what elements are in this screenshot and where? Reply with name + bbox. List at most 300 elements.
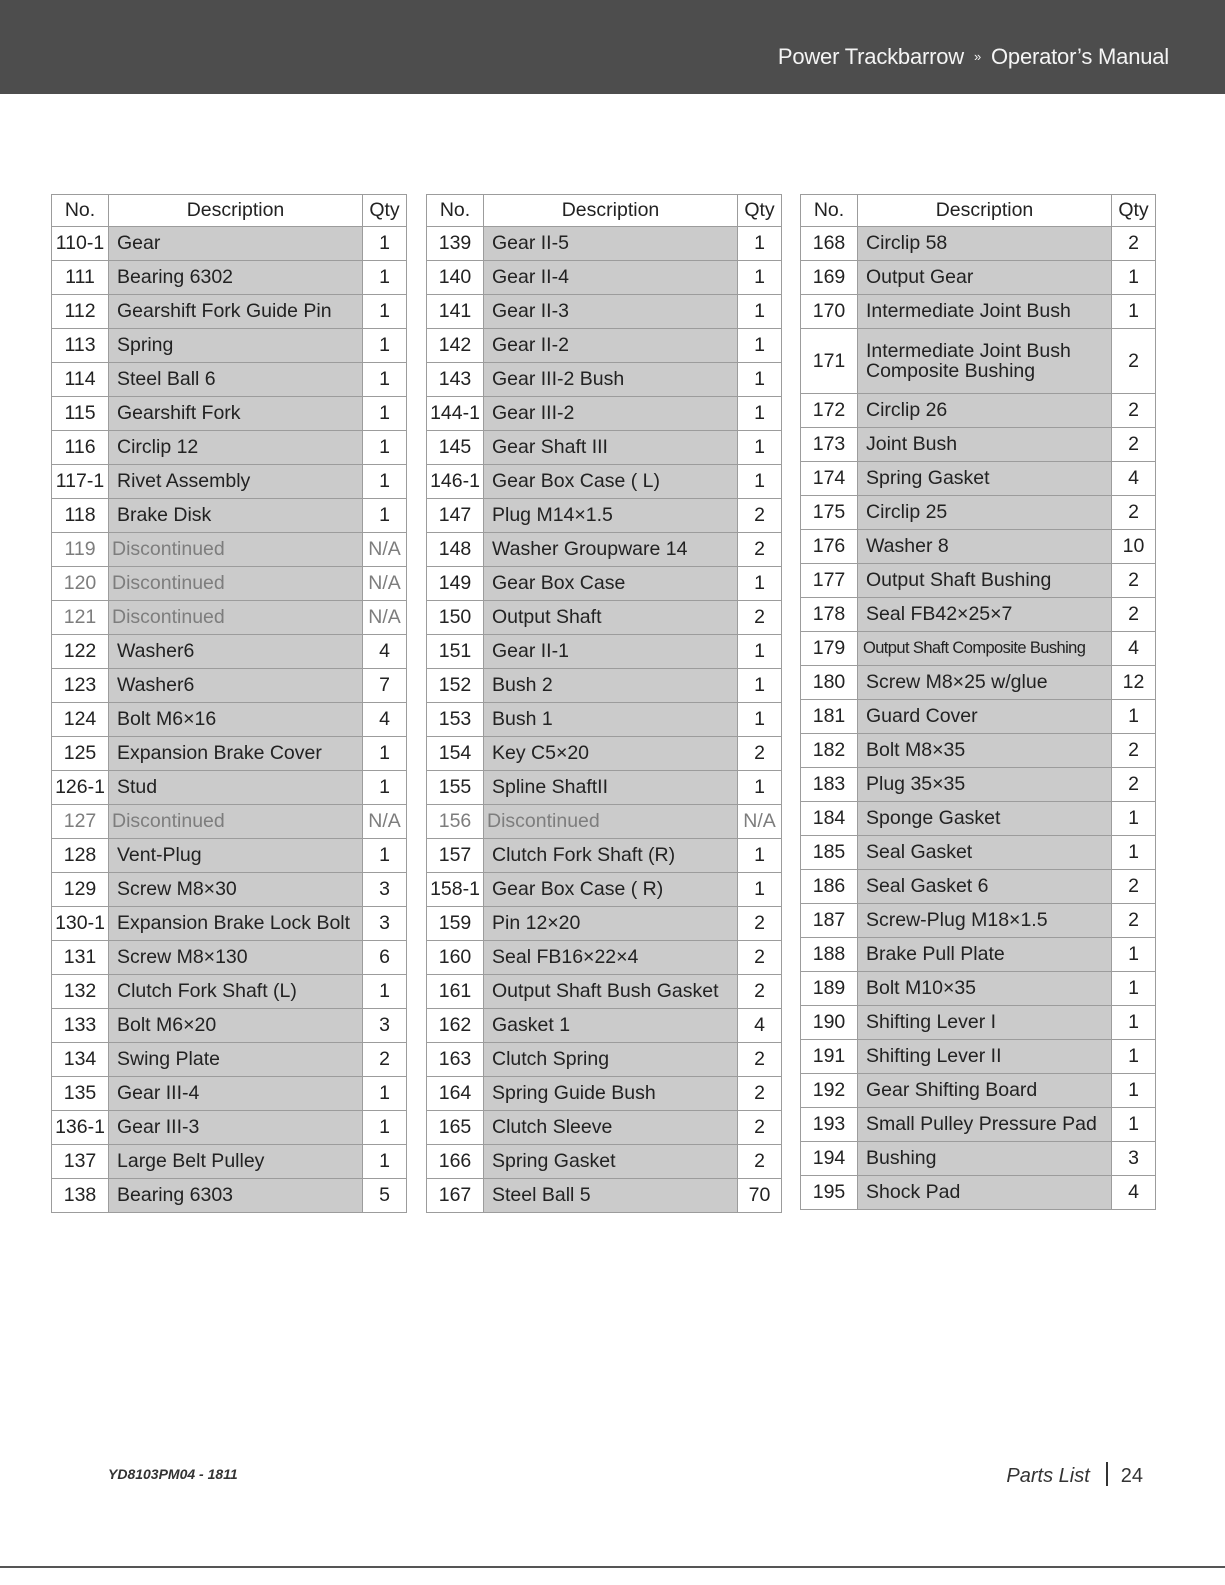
part-number-cell: 124 <box>52 703 109 737</box>
table-row <box>52 669 407 703</box>
table-row <box>52 1179 407 1213</box>
part-number-cell: 142 <box>427 329 484 363</box>
part-description-cell: Seal FB16×22×4 <box>484 941 738 975</box>
part-description-cell: Gear Shaft III <box>484 431 738 465</box>
part-qty-cell: 1 <box>363 839 407 873</box>
page-footer <box>1006 1462 1143 1488</box>
part-description-cell: Bush 2 <box>484 669 738 703</box>
part-qty-cell: 4 <box>363 703 407 737</box>
part-description-cell: Swing Plate <box>109 1043 363 1077</box>
table-row <box>801 734 1156 768</box>
part-description-cell: Discontinued <box>109 567 363 601</box>
part-description-cell: Clutch Fork Shaft (R) <box>484 839 738 873</box>
table-row <box>427 465 782 499</box>
table-row <box>427 499 782 533</box>
table-row <box>801 972 1156 1006</box>
table-row <box>52 1077 407 1111</box>
table-row <box>801 1040 1156 1074</box>
part-description-cell: Washer6 <box>109 635 363 669</box>
part-qty-cell: 1 <box>738 465 782 499</box>
page-header <box>0 0 1225 94</box>
table-row <box>801 1142 1156 1176</box>
part-number-cell: 133 <box>52 1009 109 1043</box>
table-row <box>427 601 782 635</box>
table-row <box>52 499 407 533</box>
table-header-row <box>801 195 1156 227</box>
part-description-cell: Vent-Plug <box>109 839 363 873</box>
table-row <box>52 465 407 499</box>
part-number-cell: 141 <box>427 295 484 329</box>
part-description-cell: Gear III-2 Bush <box>484 363 738 397</box>
part-description-cell: Large Belt Pulley <box>109 1145 363 1179</box>
table-header-row <box>52 195 407 227</box>
table-row <box>427 227 782 261</box>
part-number-cell: 118 <box>52 499 109 533</box>
part-number-cell: 169 <box>801 261 858 295</box>
part-qty-cell: 1 <box>363 975 407 1009</box>
table-row <box>801 700 1156 734</box>
part-qty-cell: 1 <box>363 465 407 499</box>
part-description-cell: Rivet Assembly <box>109 465 363 499</box>
part-number-cell: 117-1 <box>52 465 109 499</box>
part-number-cell: 187 <box>801 904 858 938</box>
part-qty-cell: 1 <box>363 363 407 397</box>
table-row <box>801 530 1156 564</box>
part-number-cell: 181 <box>801 700 858 734</box>
table-row <box>427 635 782 669</box>
part-number-cell: 140 <box>427 261 484 295</box>
part-description-cell: Circlip 12 <box>109 431 363 465</box>
part-description-cell: Output Shaft Bush Gasket <box>484 975 738 1009</box>
part-description-cell: Output Shaft <box>484 601 738 635</box>
part-number-cell: 174 <box>801 462 858 496</box>
part-qty-cell: 1 <box>738 363 782 397</box>
table-row <box>52 261 407 295</box>
part-qty-cell: 2 <box>1112 496 1156 530</box>
part-description-cell: Clutch Sleeve <box>484 1111 738 1145</box>
breadcrumb-separator: » <box>973 49 981 64</box>
column-header-description: Description <box>858 195 1112 227</box>
part-number-cell: 176 <box>801 530 858 564</box>
table-row <box>801 1176 1156 1210</box>
part-number-cell: 163 <box>427 1043 484 1077</box>
table-row <box>427 567 782 601</box>
part-number-cell: 126-1 <box>52 771 109 805</box>
column-header-description: Description <box>109 195 363 227</box>
table-row <box>801 1108 1156 1142</box>
part-description-cell: Gear II-1 <box>484 635 738 669</box>
table-row <box>52 873 407 907</box>
table-row <box>427 975 782 1009</box>
table-row <box>801 666 1156 700</box>
part-number-cell: 148 <box>427 533 484 567</box>
part-description-cell: Steel Ball 5 <box>484 1179 738 1213</box>
part-number-cell: 164 <box>427 1077 484 1111</box>
part-description-cell: Gear Box Case <box>484 567 738 601</box>
part-number-cell: 160 <box>427 941 484 975</box>
header-title <box>778 44 1169 70</box>
parts-table-3 <box>800 194 1156 1210</box>
part-qty-cell: N/A <box>363 805 407 839</box>
part-qty-cell: 1 <box>1112 802 1156 836</box>
part-number-cell: 129 <box>52 873 109 907</box>
part-qty-cell: N/A <box>363 601 407 635</box>
part-qty-cell: 2 <box>363 1043 407 1077</box>
part-qty-cell: N/A <box>363 533 407 567</box>
part-description-cell: Washer Groupware 14 <box>484 533 738 567</box>
table-row <box>52 295 407 329</box>
part-number-cell: 116 <box>52 431 109 465</box>
part-description-cell: Plug M14×1.5 <box>484 499 738 533</box>
table-row <box>427 1145 782 1179</box>
part-qty-cell: 1 <box>1112 1074 1156 1108</box>
part-qty-cell: 1 <box>738 397 782 431</box>
part-description-cell: Discontinued <box>109 805 363 839</box>
table-row <box>427 329 782 363</box>
table-row <box>52 703 407 737</box>
part-number-cell: 139 <box>427 227 484 261</box>
part-number-cell: 145 <box>427 431 484 465</box>
table-row <box>427 941 782 975</box>
part-number-cell: 119 <box>52 533 109 567</box>
part-description-cell: Joint Bush <box>858 428 1112 462</box>
part-qty-cell: 1 <box>1112 1040 1156 1074</box>
part-number-cell: 178 <box>801 598 858 632</box>
table-row <box>427 737 782 771</box>
part-number-cell: 146-1 <box>427 465 484 499</box>
part-number-cell: 151 <box>427 635 484 669</box>
part-number-cell: 113 <box>52 329 109 363</box>
part-number-cell: 134 <box>52 1043 109 1077</box>
part-number-cell: 149 <box>427 567 484 601</box>
part-qty-cell: 1 <box>363 499 407 533</box>
part-qty-cell: 1 <box>738 771 782 805</box>
part-number-cell: 147 <box>427 499 484 533</box>
footer-divider <box>1106 1462 1108 1486</box>
part-qty-cell: 4 <box>1112 632 1156 666</box>
part-description-cell: Circlip 26 <box>858 394 1112 428</box>
column-header-description: Description <box>484 195 738 227</box>
part-description-cell: Expansion Brake Cover <box>109 737 363 771</box>
part-description-cell: Gear III-2 <box>484 397 738 431</box>
table-row <box>52 397 407 431</box>
column-header-no: No. <box>427 195 484 227</box>
part-description-cell: Spring Gasket <box>858 462 1112 496</box>
part-description-cell: Spring <box>109 329 363 363</box>
part-description-cell: Seal Gasket <box>858 836 1112 870</box>
part-description-cell: Circlip 58 <box>858 227 1112 261</box>
part-qty-cell: 1 <box>363 1111 407 1145</box>
table-row <box>52 805 407 839</box>
part-description-cell: Gear <box>109 227 363 261</box>
table-row <box>52 907 407 941</box>
part-description-cell: Screw M8×130 <box>109 941 363 975</box>
part-description-cell: Washer6 <box>109 669 363 703</box>
part-qty-cell: 1 <box>363 737 407 771</box>
part-qty-cell: 2 <box>1112 227 1156 261</box>
part-number-cell: 171 <box>801 329 858 394</box>
table-row <box>427 397 782 431</box>
part-qty-cell: 1 <box>1112 972 1156 1006</box>
part-description-cell: Gasket 1 <box>484 1009 738 1043</box>
part-number-cell: 170 <box>801 295 858 329</box>
table-row <box>801 768 1156 802</box>
part-description-cell: Discontinued <box>484 805 738 839</box>
part-description-cell: Gear II-4 <box>484 261 738 295</box>
part-number-cell: 185 <box>801 836 858 870</box>
part-qty-cell: 2 <box>1112 768 1156 802</box>
part-qty-cell: 2 <box>738 499 782 533</box>
part-number-cell: 137 <box>52 1145 109 1179</box>
part-description-cell: Bearing 6303 <box>109 1179 363 1213</box>
part-number-cell: 138 <box>52 1179 109 1213</box>
table-row <box>801 802 1156 836</box>
table-row <box>801 598 1156 632</box>
part-number-cell: 136-1 <box>52 1111 109 1145</box>
part-qty-cell: 3 <box>1112 1142 1156 1176</box>
part-number-cell: 183 <box>801 768 858 802</box>
part-qty-cell: 2 <box>738 1111 782 1145</box>
section-name: Parts List <box>1006 1465 1090 1487</box>
table-row <box>52 1043 407 1077</box>
part-number-cell: 177 <box>801 564 858 598</box>
part-number-cell: 114 <box>52 363 109 397</box>
column-header-qty: Qty <box>1112 195 1156 227</box>
part-number-cell: 155 <box>427 771 484 805</box>
part-number-cell: 172 <box>801 394 858 428</box>
table-row <box>801 870 1156 904</box>
part-number-cell: 180 <box>801 666 858 700</box>
part-qty-cell: 1 <box>1112 1108 1156 1142</box>
table-row <box>427 805 782 839</box>
part-qty-cell: 4 <box>363 635 407 669</box>
part-number-cell: 123 <box>52 669 109 703</box>
part-qty-cell: 4 <box>738 1009 782 1043</box>
part-description-cell: Output Shaft Composite Bushing <box>858 632 1112 666</box>
part-qty-cell: 1 <box>1112 261 1156 295</box>
table-row <box>801 227 1156 261</box>
table-row <box>427 533 782 567</box>
part-qty-cell: 1 <box>363 227 407 261</box>
parts-table-1 <box>51 194 407 1213</box>
part-qty-cell: 1 <box>363 1145 407 1179</box>
part-number-cell: 157 <box>427 839 484 873</box>
part-description-cell: Seal FB42×25×7 <box>858 598 1112 632</box>
table-row <box>801 1006 1156 1040</box>
table-row <box>801 462 1156 496</box>
part-qty-cell: 10 <box>1112 530 1156 564</box>
part-number-cell: 182 <box>801 734 858 768</box>
part-qty-cell: 3 <box>363 907 407 941</box>
part-number-cell: 156 <box>427 805 484 839</box>
part-description-cell: Small Pulley Pressure Pad <box>858 1108 1112 1142</box>
table-row <box>427 669 782 703</box>
table-row <box>52 1145 407 1179</box>
part-qty-cell: 1 <box>1112 938 1156 972</box>
part-description-cell: Gear III-4 <box>109 1077 363 1111</box>
part-qty-cell: 1 <box>1112 295 1156 329</box>
part-number-cell: 193 <box>801 1108 858 1142</box>
table-row <box>801 836 1156 870</box>
table-row <box>427 1077 782 1111</box>
part-number-cell: 115 <box>52 397 109 431</box>
part-description-cell: Bolt M6×16 <box>109 703 363 737</box>
part-qty-cell: 1 <box>363 1077 407 1111</box>
table-row <box>801 329 1156 394</box>
table-row <box>52 329 407 363</box>
table-row <box>427 873 782 907</box>
part-description-cell: Discontinued <box>109 601 363 635</box>
part-number-cell: 131 <box>52 941 109 975</box>
table-row <box>52 227 407 261</box>
part-number-cell: 166 <box>427 1145 484 1179</box>
table-row <box>52 941 407 975</box>
manual-name: Operator’s Manual <box>991 44 1169 69</box>
part-number-cell: 175 <box>801 496 858 530</box>
part-number-cell: 186 <box>801 870 858 904</box>
part-qty-cell: 2 <box>738 1077 782 1111</box>
part-qty-cell: 1 <box>738 669 782 703</box>
part-qty-cell: 2 <box>738 737 782 771</box>
part-number-cell: 189 <box>801 972 858 1006</box>
table-row <box>52 363 407 397</box>
table-row <box>52 601 407 635</box>
part-qty-cell: 1 <box>738 227 782 261</box>
table-row <box>427 1111 782 1145</box>
part-qty-cell: 1 <box>738 431 782 465</box>
part-description-cell: Brake Disk <box>109 499 363 533</box>
table-row <box>52 533 407 567</box>
part-qty-cell: 2 <box>738 1043 782 1077</box>
table-row <box>427 839 782 873</box>
table-row <box>801 632 1156 666</box>
table-row <box>52 635 407 669</box>
part-description-cell: Gear II-2 <box>484 329 738 363</box>
part-number-cell: 111 <box>52 261 109 295</box>
part-description-cell: Steel Ball 6 <box>109 363 363 397</box>
part-number-cell: 167 <box>427 1179 484 1213</box>
table-row <box>427 363 782 397</box>
table-row <box>52 1009 407 1043</box>
part-description-cell: Gearshift Fork Guide Pin <box>109 295 363 329</box>
part-qty-cell: 2 <box>738 1145 782 1179</box>
part-description-cell: Discontinued <box>109 533 363 567</box>
part-description-cell: Spring Gasket <box>484 1145 738 1179</box>
column-header-no: No. <box>801 195 858 227</box>
part-qty-cell: 1 <box>738 567 782 601</box>
part-description-cell: Clutch Fork Shaft (L) <box>109 975 363 1009</box>
part-qty-cell: 2 <box>738 975 782 1009</box>
part-number-cell: 132 <box>52 975 109 1009</box>
part-description-cell: Washer 8 <box>858 530 1112 564</box>
table-row <box>52 431 407 465</box>
part-qty-cell: 2 <box>1112 428 1156 462</box>
part-qty-cell: 2 <box>1112 904 1156 938</box>
part-qty-cell: 2 <box>738 907 782 941</box>
part-number-cell: 165 <box>427 1111 484 1145</box>
part-qty-cell: 6 <box>363 941 407 975</box>
part-description-cell: Pin 12×20 <box>484 907 738 941</box>
part-qty-cell: 4 <box>1112 462 1156 496</box>
part-qty-cell: 2 <box>1112 598 1156 632</box>
part-number-cell: 159 <box>427 907 484 941</box>
part-qty-cell: 7 <box>363 669 407 703</box>
table-row <box>427 431 782 465</box>
table-row <box>52 839 407 873</box>
table-row <box>52 975 407 1009</box>
part-qty-cell: 1 <box>1112 700 1156 734</box>
part-description-cell: Seal Gasket 6 <box>858 870 1112 904</box>
part-description-cell: Output Shaft Bushing <box>858 564 1112 598</box>
part-qty-cell: 2 <box>1112 734 1156 768</box>
part-number-cell: 154 <box>427 737 484 771</box>
document-code: YD8103PM04 - 1811 <box>108 1466 238 1482</box>
table-row <box>427 261 782 295</box>
part-description-cell: Bolt M6×20 <box>109 1009 363 1043</box>
part-number-cell: 122 <box>52 635 109 669</box>
part-number-cell: 153 <box>427 703 484 737</box>
table-row <box>427 907 782 941</box>
part-qty-cell: 3 <box>363 1009 407 1043</box>
table-row <box>801 904 1156 938</box>
part-number-cell: 162 <box>427 1009 484 1043</box>
table-row <box>427 703 782 737</box>
part-description-cell: Key C5×20 <box>484 737 738 771</box>
table-row <box>801 261 1156 295</box>
part-description-cell: Screw M8×25 w/glue <box>858 666 1112 700</box>
part-qty-cell: 1 <box>363 261 407 295</box>
part-qty-cell: 2 <box>738 941 782 975</box>
part-qty-cell: 1 <box>738 261 782 295</box>
table-row <box>52 737 407 771</box>
part-description-cell: Expansion Brake Lock Bolt <box>109 907 363 941</box>
part-qty-cell: 1 <box>363 397 407 431</box>
part-number-cell: 190 <box>801 1006 858 1040</box>
part-qty-cell: 2 <box>1112 329 1156 394</box>
part-qty-cell: 1 <box>1112 1006 1156 1040</box>
part-description-cell: Gear Shifting Board <box>858 1074 1112 1108</box>
part-qty-cell: 1 <box>738 329 782 363</box>
part-description-cell: Screw M8×30 <box>109 873 363 907</box>
part-qty-cell: 1 <box>738 873 782 907</box>
table-row <box>52 1111 407 1145</box>
part-description-cell: Circlip 25 <box>858 496 1112 530</box>
table-row <box>801 564 1156 598</box>
part-qty-cell: 1 <box>363 295 407 329</box>
part-number-cell: 144-1 <box>427 397 484 431</box>
table-row <box>427 1179 782 1213</box>
part-description-cell: Stud <box>109 771 363 805</box>
part-qty-cell: 5 <box>363 1179 407 1213</box>
bottom-rule <box>0 1566 1225 1568</box>
table-row <box>801 496 1156 530</box>
part-description-cell: Bush 1 <box>484 703 738 737</box>
part-qty-cell: 1 <box>738 635 782 669</box>
table-row <box>801 394 1156 428</box>
part-number-cell: 128 <box>52 839 109 873</box>
part-qty-cell: 2 <box>738 533 782 567</box>
part-description-cell: Bolt M8×35 <box>858 734 1112 768</box>
part-description-cell: Output Gear <box>858 261 1112 295</box>
part-qty-cell: 1 <box>738 839 782 873</box>
part-description-cell: Gear III-3 <box>109 1111 363 1145</box>
part-description-cell: Bolt M10×35 <box>858 972 1112 1006</box>
table-row <box>427 771 782 805</box>
part-number-cell: 127 <box>52 805 109 839</box>
parts-table-2 <box>426 194 782 1213</box>
part-number-cell: 130-1 <box>52 907 109 941</box>
part-description-cell: Brake Pull Plate <box>858 938 1112 972</box>
